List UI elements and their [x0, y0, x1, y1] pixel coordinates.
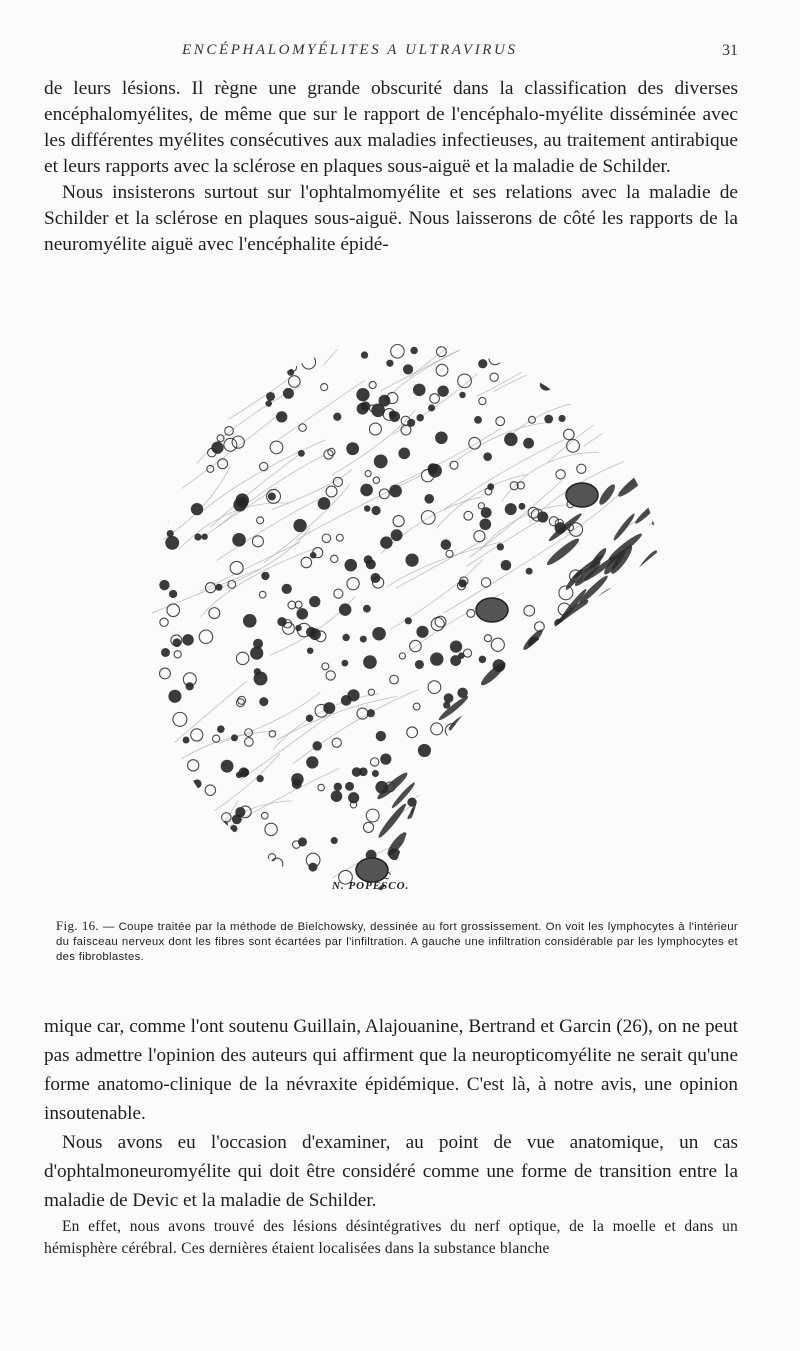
micrograph-drawing	[112, 330, 672, 910]
figure-caption	[56, 918, 738, 965]
running-title: ENCÉPHALOMYÉLITES A ULTRAVIRUS	[182, 42, 518, 58]
caption-text: — Coupe traitée par la méthode de Bielchowsky, dessinée au fort grossissement. On voit les lymphocytes à l'intérieur du faisceau nerveux dont les fibres sont écartées par l'infiltration. A gauche une infiltration considérable par les lymphocytes et des fibroblastes.	[56, 921, 738, 963]
paragraph: En effet, nous avons trouvé des lésions désintégratives du nerf optique, de la moelle et dans un hémisphère cérébral. Ces dernières étaient localisées dans la substance blanche	[44, 1218, 738, 1257]
body-text-top	[44, 76, 738, 258]
body-text-bottom	[44, 1012, 738, 1215]
illustrator-signature: N. POPESCO.	[332, 880, 410, 892]
histology-figure	[112, 330, 672, 910]
paragraph: de leurs lésions. Il règne une grande obscurité dans la classification des diverses encéphalomyélites, de même que sur le rapport de l'encéphalo-myélite disséminée avec les différentes myélites consécutives aux maladies infectieuses, au traitement antirabique et leurs rapports avec la sclérose en plaques sous-aiguë et la maladie de Schilder.	[44, 78, 738, 177]
page-number: 31	[722, 42, 738, 59]
paragraph: Nous avons eu l'occasion d'examiner, au point de vue anatomique, un cas d'ophtalmoneuromyélite qui doit être considéré comme une forme de transition entre la maladie de Devic et la maladie de Schilder.	[44, 1132, 738, 1211]
paragraph: Nous insisterons surtout sur l'ophtalmomyélite et ses relations avec la maladie de Schilder et la sclérose en plaques sous-aiguë. Nous laisserons de côté les rapports de la neuromyélite aiguë avec l'encéphalite épidé-	[44, 182, 738, 255]
body-text-tail	[44, 1216, 738, 1260]
caption-label: Fig. 16.	[56, 918, 99, 933]
page-header	[0, 42, 800, 66]
paragraph: mique car, comme l'ont soutenu Guillain, Alajouanine, Bertrand et Garcin (26), on ne peut pas admettre l'opinion des auteurs qui affirment que la neuropticomyélite ne serait qu'une forme anatomo-clinique de la névraxite épidémique. C'est là, à notre avis, une opinion insoutenable.	[44, 1016, 738, 1124]
